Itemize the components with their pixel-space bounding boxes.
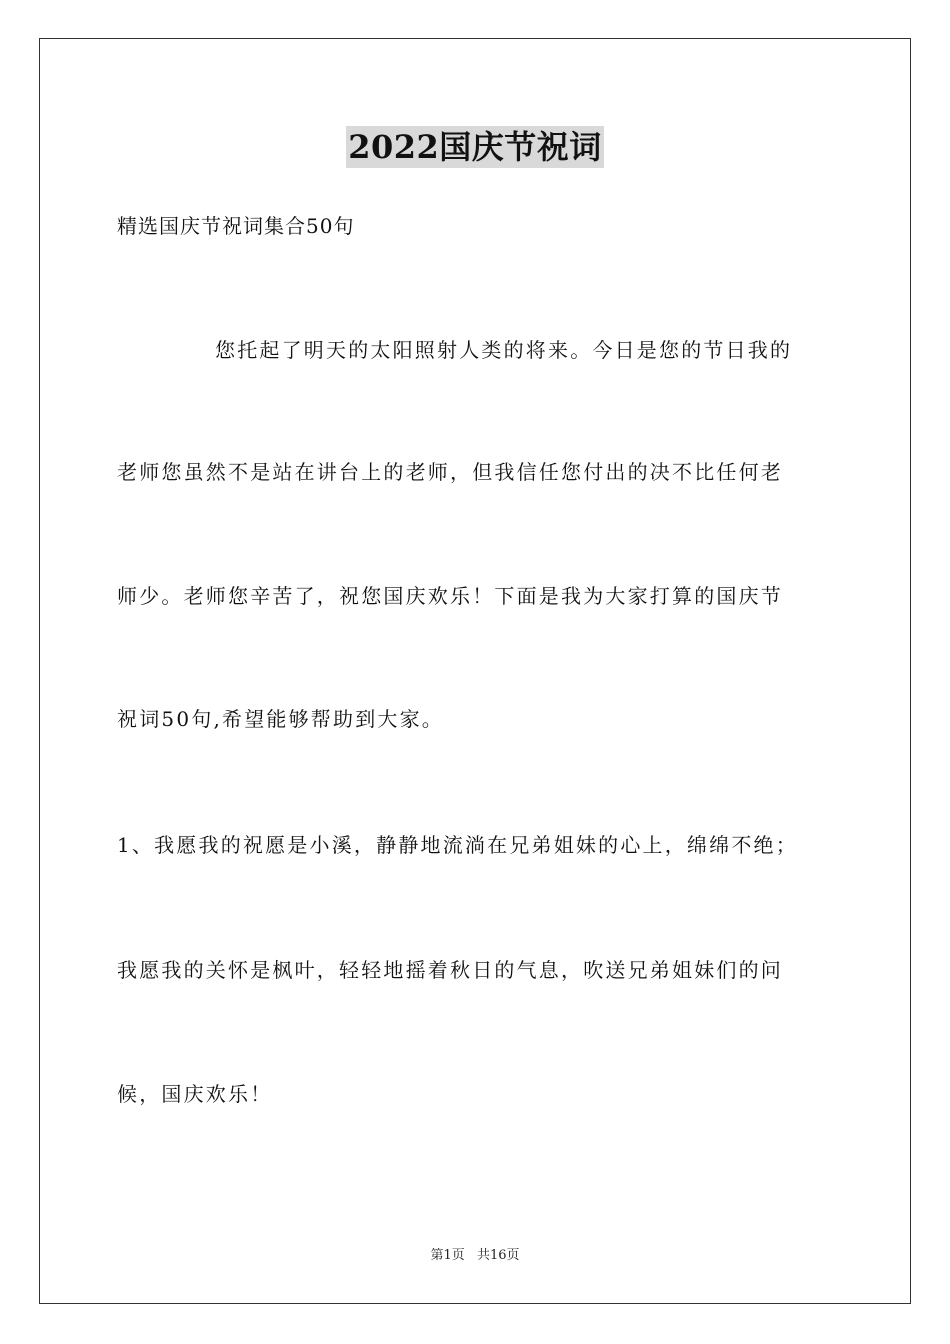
- paragraph-line-2: 老师您虽然不是站在讲台上的老师，但我信任您付出的决不比任何老: [117, 460, 783, 484]
- page-number-current: 第1页: [430, 1248, 465, 1263]
- paragraph-line-5: 1、我愿我的祝愿是小溪，静静地流淌在兄弟姐妹的心上，绵绵不绝；: [117, 833, 798, 857]
- document-subtitle: 精选国庆节祝词集合50句: [117, 214, 355, 238]
- paragraph-line-1: 您托起了明天的太阳照射人类的将来。今日是您的节日我的: [215, 338, 793, 362]
- paragraph-line-3: 师少。老师您辛苦了，祝您国庆欢乐！下面是我为大家打算的国庆节: [117, 584, 783, 608]
- paragraph-line-7: 候，国庆欢乐！: [117, 1082, 273, 1106]
- document-title: 2022国庆节祝词: [348, 128, 602, 166]
- paragraph-line-4: 祝词50句,希望能够帮助到大家。: [117, 707, 445, 731]
- page-footer: [0, 1247, 950, 1265]
- paragraph-line-6: 我愿我的关怀是枫叶，轻轻地摇着秋日的气息，吹送兄弟姐妹们的问: [117, 958, 783, 982]
- page-number-total: 共16页: [476, 1248, 520, 1263]
- title-container: [0, 126, 950, 168]
